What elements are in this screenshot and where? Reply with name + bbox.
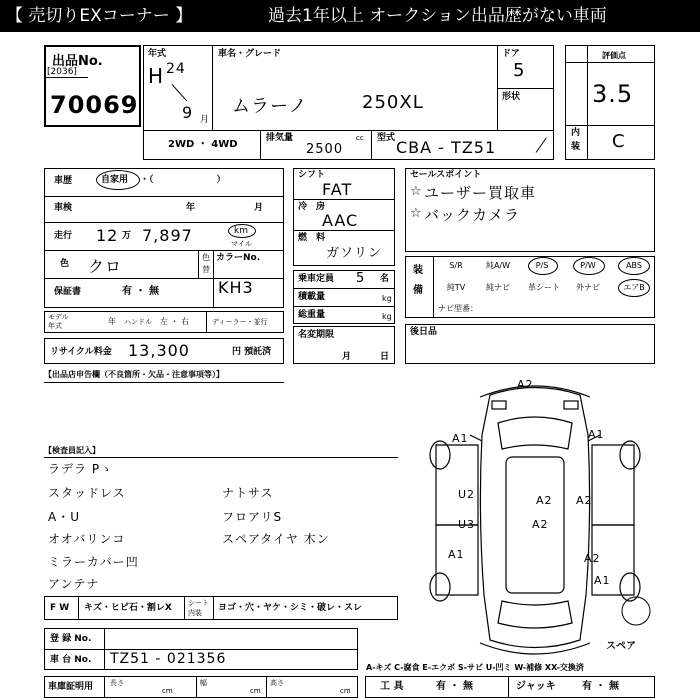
change-date-day: 日 bbox=[380, 352, 390, 362]
warranty-value: 有 ・ 無 bbox=[122, 286, 159, 297]
history-private: 自家用 bbox=[101, 175, 129, 185]
equip-pw: P/W bbox=[580, 261, 596, 270]
mileage-12: 12 bbox=[96, 226, 119, 245]
damage-mark-u2: U2 bbox=[458, 488, 476, 501]
sales-line-2: バックカメラ bbox=[424, 206, 521, 224]
navi-model-label: ナビ型番： bbox=[438, 304, 478, 313]
doors-label: ドア bbox=[502, 49, 520, 59]
cc-label: cc bbox=[356, 134, 364, 142]
inspection-month: 月 bbox=[254, 203, 264, 213]
damage-mark-fr: A1 bbox=[588, 428, 605, 441]
chassis-value: TZ51 - 021356 bbox=[110, 651, 227, 667]
cert-label: 車庫証明用 bbox=[48, 682, 94, 692]
header-left: 【 売切りEXコーナー 】 bbox=[6, 6, 193, 26]
spare-label: スペア bbox=[606, 641, 636, 652]
displacement-label: 排気量 bbox=[266, 133, 294, 143]
mileage-man: 万 bbox=[122, 231, 132, 241]
aircon-value: AAC bbox=[322, 211, 359, 230]
rating-label: 評価点 bbox=[602, 51, 626, 60]
inspector-note-3: A・U bbox=[48, 510, 80, 524]
total-weight-unit: kg bbox=[382, 312, 392, 321]
equip-airbag: エアB bbox=[623, 283, 645, 292]
year-month-unit: 月 bbox=[200, 115, 210, 125]
mileage-label: 走行 bbox=[54, 231, 73, 241]
color-code-label: カラーNo. bbox=[216, 253, 261, 263]
lot-label: 出品No. bbox=[52, 54, 103, 69]
cert-height-unit: cm bbox=[340, 687, 351, 695]
tools-value: 有 ・ 無 bbox=[436, 681, 473, 692]
damage-mark-roof: A2 bbox=[536, 494, 553, 507]
equip-abs: ABS bbox=[626, 261, 642, 270]
tools-label: 工 具 bbox=[380, 681, 404, 692]
equip-aw: 純A/W bbox=[485, 261, 511, 270]
mileage-mile: マイル bbox=[231, 240, 252, 248]
shift-value: FAT bbox=[322, 180, 353, 199]
color-change-2: 替 bbox=[202, 265, 210, 274]
change-date-month: 月 bbox=[342, 352, 352, 362]
load-unit: kg bbox=[382, 294, 392, 303]
header-right: 過去1年以上 オークション出品歴がない車両 bbox=[268, 6, 607, 26]
doors-value: 5 bbox=[513, 60, 526, 81]
name-value: ムラーノ bbox=[232, 96, 308, 117]
jack-value: 有 ・ 無 bbox=[582, 681, 619, 692]
shift-label: シフト bbox=[298, 170, 326, 180]
damage-mark-roof-2: A2 bbox=[532, 518, 549, 531]
interior-label-1: 内 bbox=[571, 128, 581, 138]
inspector-label: 【検査員記入】 bbox=[44, 446, 100, 455]
inspector-note-r3: スペアタイヤ 木ン bbox=[222, 532, 330, 546]
damage-mark-rr: A2 bbox=[584, 552, 601, 565]
damage-mark-rl: A1 bbox=[448, 548, 465, 561]
cert-width-unit: cm bbox=[250, 687, 261, 695]
fw-seat-2: 内装 bbox=[188, 609, 202, 617]
aircon-label: 冷 房 bbox=[298, 202, 326, 212]
rear-label: 後日品 bbox=[410, 327, 438, 337]
color-change-1: 色 bbox=[202, 253, 210, 262]
color-label: 色 bbox=[60, 259, 70, 269]
sales-line-1: ユーザー買取車 bbox=[424, 184, 537, 202]
equipment-label-2: 備 bbox=[413, 285, 423, 296]
equip-tv: 純TV bbox=[446, 283, 466, 292]
year-month: 9 bbox=[182, 103, 194, 122]
damage-mark-front: A2 bbox=[517, 378, 534, 391]
equip-navi: 純ナビ bbox=[486, 283, 510, 292]
inspector-note-1: ラデラ Pゝ bbox=[48, 462, 114, 476]
recycle-value: 13,300 bbox=[128, 341, 190, 360]
fuel-label: 燃 料 bbox=[298, 233, 326, 243]
exhibitor-notes-label: 【出品店申告欄（不良箇所・欠品・注意事項等）】 bbox=[44, 370, 224, 379]
model-year-handle-value: 左 ・ 右 bbox=[160, 317, 190, 326]
model-year-year: 年 bbox=[108, 317, 116, 326]
inspection-year: 年 bbox=[186, 203, 196, 213]
recycle-label: リサイクル料金 bbox=[50, 347, 112, 357]
total-weight-label: 総重量 bbox=[298, 310, 326, 320]
model-year-handle: ハンドル bbox=[124, 318, 152, 326]
legend: A-キズ C-腐食 E-エクボ S-サビ U-凹ミ W-補修 XX-交換済 bbox=[366, 663, 584, 672]
fuel-value: ガソリン bbox=[326, 246, 383, 261]
fw-seat-items: ヨゴ・穴・ヤケ・シミ・破レ・スレ bbox=[218, 603, 363, 613]
year-label: 年式 bbox=[148, 49, 167, 59]
interior-value: C bbox=[612, 131, 626, 152]
year-era: H bbox=[148, 64, 165, 88]
damage-mark-rr-2: A1 bbox=[594, 574, 611, 587]
lot-number: 70069 bbox=[50, 91, 139, 119]
model-year-label-1: モデル bbox=[48, 313, 69, 321]
history-rest: ・（ ） bbox=[140, 175, 226, 185]
model-year-label-2: 年式 bbox=[48, 322, 62, 330]
equip-ps: P/S bbox=[535, 261, 549, 270]
chassis-label: 車 台 No. bbox=[50, 655, 92, 665]
inspector-note-r2: フロアリS bbox=[222, 510, 283, 524]
capacity-value: 5 bbox=[356, 271, 366, 286]
model-value: CBA - TZ51 bbox=[396, 138, 497, 157]
header-bar bbox=[0, 0, 700, 32]
recycle-unit: 円 預託済 bbox=[232, 347, 272, 357]
name-label: 車名・グレード bbox=[218, 49, 282, 59]
mileage-value: 7,897 bbox=[142, 226, 193, 245]
cert-length: 長さ bbox=[110, 679, 124, 687]
registration-label: 登 録 No. bbox=[50, 634, 92, 644]
rear-box bbox=[405, 324, 655, 364]
mileage-km: km bbox=[234, 226, 248, 236]
damage-mark-right-door: A2 bbox=[576, 494, 593, 507]
color-code-value: KH3 bbox=[218, 278, 254, 297]
sales-mark-1: ☆ bbox=[410, 184, 423, 199]
fw-seat-1: シート bbox=[188, 599, 209, 607]
history-label: 車歴 bbox=[54, 176, 73, 186]
lot-box bbox=[44, 45, 141, 127]
sales-label: セールスポイント bbox=[410, 170, 482, 180]
model-year-dealer: ディーラー・並行 bbox=[212, 318, 268, 326]
equip-sr: S/R bbox=[449, 261, 463, 270]
grade-value: 250XL bbox=[362, 92, 424, 113]
damage-mark-u3: U3 bbox=[458, 518, 476, 531]
equipment-label-1: 装 bbox=[413, 265, 423, 276]
fw-label: F W bbox=[50, 603, 70, 613]
model-label: 型式 bbox=[377, 133, 396, 143]
damage-mark-fl: A1 bbox=[452, 432, 469, 445]
color-value: クロ bbox=[88, 257, 123, 276]
cert-height: 高さ bbox=[270, 679, 284, 687]
equip-leather: 革シート bbox=[528, 283, 560, 292]
capacity-unit: 名 bbox=[380, 274, 390, 284]
inspection-label: 車検 bbox=[54, 203, 73, 213]
inspector-note-4: オオバリンコ bbox=[48, 532, 126, 546]
interior-label-2: 装 bbox=[571, 142, 581, 152]
inspector-note-2: スタッドレス bbox=[48, 486, 126, 500]
cert-width: 幅 bbox=[200, 679, 207, 687]
lot-code: [2036] bbox=[47, 67, 77, 77]
displacement-value: 2500 bbox=[306, 142, 344, 157]
equip-ext-navi: 外ナビ bbox=[576, 283, 600, 292]
shape-label: 形状 bbox=[502, 92, 521, 102]
load-label: 積載量 bbox=[298, 292, 326, 302]
fw-items: キズ・ヒビ石・割レX bbox=[84, 603, 172, 613]
cert-length-unit: cm bbox=[162, 687, 173, 695]
year-num: 24 bbox=[166, 61, 186, 77]
sales-mark-2: ☆ bbox=[410, 206, 423, 221]
jack-label: ジャッキ bbox=[516, 681, 556, 692]
drive-label: 2WD ・ 4WD bbox=[168, 139, 238, 150]
rating-value: 3.5 bbox=[592, 80, 634, 108]
warranty-label: 保証書 bbox=[54, 287, 82, 297]
capacity-label: 乗車定員 bbox=[298, 274, 335, 284]
change-date-label: 名変期限 bbox=[298, 330, 335, 340]
inspector-note-6: アンテナ bbox=[48, 577, 100, 591]
inspector-note-5: ミラーカバー凹 bbox=[48, 555, 139, 569]
inspector-note-r1: ナトサス bbox=[222, 486, 274, 500]
